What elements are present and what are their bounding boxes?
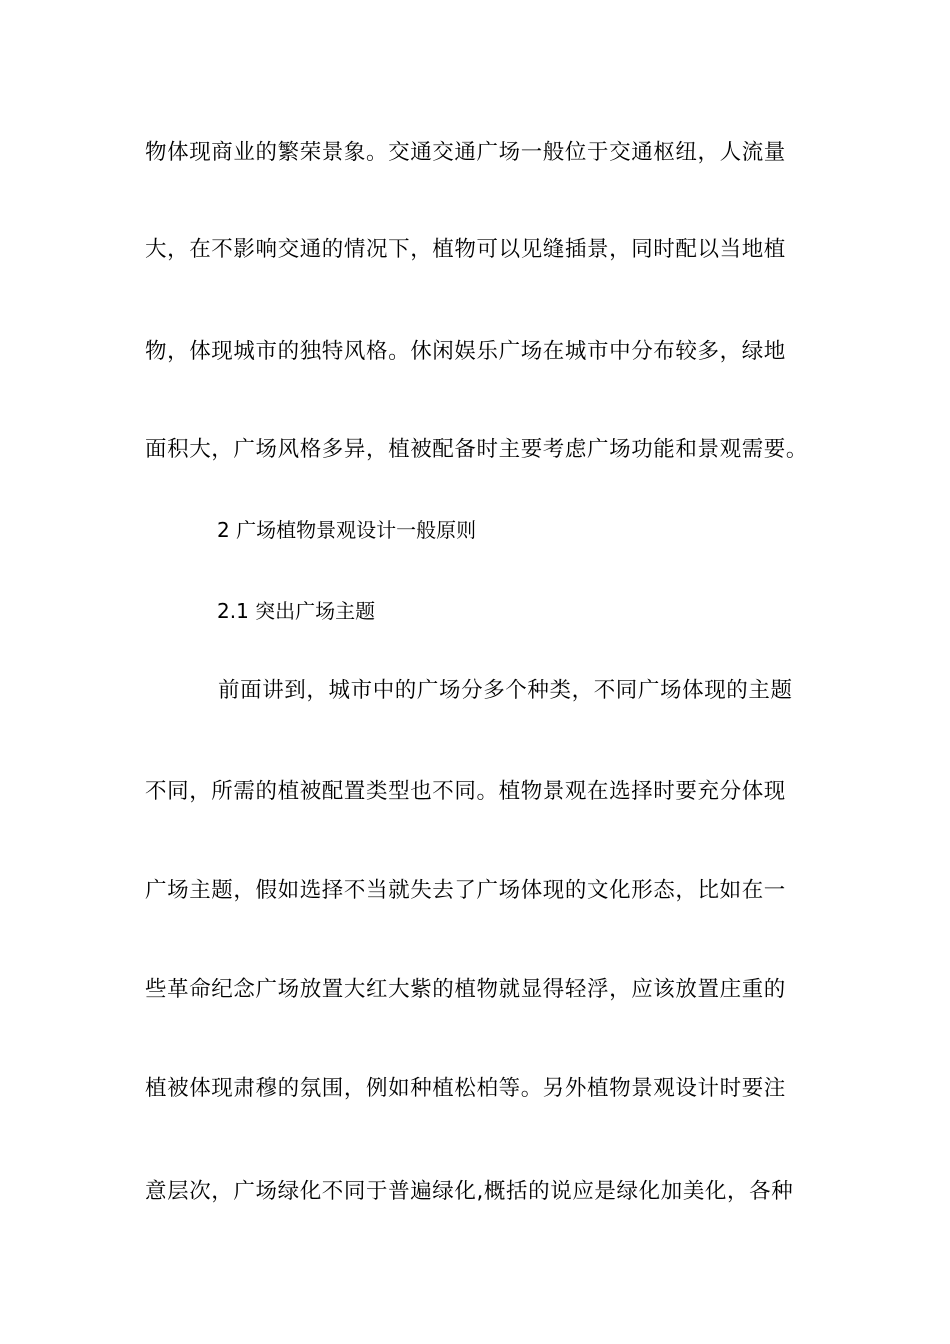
subsection-heading: 2.1 突出广场主题 bbox=[217, 599, 376, 623]
paragraph-line: 物，体现城市的独特风格。休闲娱乐广场在城市中分布较多，绿地 bbox=[145, 339, 786, 364]
paragraph-line: 些革命纪念广场放置大红大紫的植物就显得轻浮，应该放置庄重的 bbox=[145, 977, 786, 1002]
paragraph-line: 大，在不影响交通的情况下，植物可以见缝插景，同时配以当地植 bbox=[145, 237, 786, 262]
paragraph-line: 物体现商业的繁荣景象。交通交通广场一般位于交通枢纽，人流量 bbox=[145, 140, 786, 165]
section-heading: 2 广场植物景观设计一般原则 bbox=[217, 518, 477, 542]
paragraph-line: 前面讲到，城市中的广场分多个种类，不同广场体现的主题 bbox=[218, 678, 793, 703]
paragraph-line: 广场主题，假如选择不当就失去了广场体现的文化形态，比如在一 bbox=[145, 878, 786, 903]
paragraph-line: 面积大，广场风格多异，植被配备时主要考虑广场功能和景观需要。 bbox=[145, 437, 809, 462]
paragraph-line: 不同，所需的植被配置类型也不同。植物景观在选择时要充分体现 bbox=[145, 779, 786, 804]
paragraph-line: 植被体现肃穆的氛围，例如种植松柏等。另外植物景观设计时要注 bbox=[145, 1076, 786, 1101]
paragraph-line: 意层次，广场绿化不同于普遍绿化,概括的说应是绿化加美化，各种 bbox=[145, 1179, 794, 1204]
